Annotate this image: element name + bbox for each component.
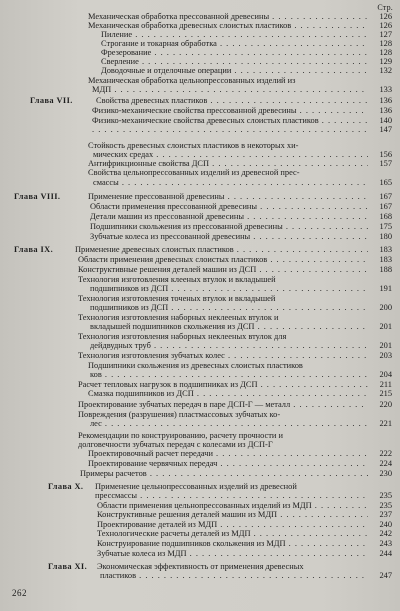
entry-page: 204 (379, 370, 392, 379)
entry-page: 230 (379, 469, 392, 478)
page-column-header: Стр. (377, 3, 393, 12)
entry-page: 133 (379, 85, 392, 94)
entry-page: 247 (379, 571, 392, 580)
entry-page: 165 (379, 178, 392, 187)
entry-title: Подшипники скольжения из прессованной древесины . . . (90, 222, 368, 231)
entry-title: Проектирование зубчатых передач в паре ДСП-Г — металл . . . (78, 400, 368, 409)
entry-title: Технология изготовления точеных втулок и вкладышей (78, 294, 276, 303)
entry-page: 201 (379, 322, 392, 331)
entry-page: 136 (379, 106, 392, 115)
entry-title: Проектирование червячных передач . . . (88, 459, 368, 468)
entry-page: 203 (379, 351, 392, 360)
entry-page: 222 (379, 449, 392, 458)
entry-title: Физико-механические свойства древесных слоистых пластиков . . . (92, 116, 368, 125)
entry-title: Технология изготовления наборных неклееных втулок и (78, 313, 279, 322)
entry-page: 180 (379, 232, 392, 241)
entry-title: Проектировочный расчет передачи . . . (88, 449, 368, 458)
entry-title: Проектирование деталей из МДП . . . (97, 520, 368, 529)
entry-page: 240 (379, 520, 392, 529)
entry-page: 168 (379, 212, 392, 221)
entry-page: 183 (379, 255, 392, 264)
entry-title: долговечности зубчатых передач с колесами из ДСП-Г (78, 440, 273, 449)
entry-title: Свойства древесных пластиков . . . (96, 96, 368, 105)
entry-title: Технологические расчеты деталей из МДП . . . (97, 529, 368, 538)
entry-title: подшипников из ДСП . . . (90, 284, 368, 293)
entry-title (92, 125, 368, 134)
entry-title: Области применения прессованной древесины . . . (90, 202, 368, 211)
entry-title: Расчет тепловых нагрузок в подшипниках из ДСП . . . (78, 380, 368, 389)
entry-page: 167 (379, 202, 392, 211)
entry-title: Смазка подшипников из ДСП . . . (88, 389, 368, 398)
entry-page: 244 (379, 549, 392, 558)
entry-page: 242 (379, 529, 392, 538)
chapter-label: Глава IX. (14, 245, 54, 254)
entry-title: мических средах . . . (93, 150, 368, 159)
entry-title: Конструирование подшипников скольжения из МДП . . . (97, 539, 368, 548)
entry-title: МДП . . . (92, 85, 368, 94)
entry-page: 129 (379, 57, 392, 66)
chapter-label: Глава VII. (30, 96, 73, 105)
entry-title: Физико-механические свойства прессованной древесины . . . (92, 106, 368, 115)
entry-page: 132 (379, 66, 392, 75)
entry-title: Свойства цельнопрессованных изделий из древесной прес- (88, 168, 300, 177)
entry-page: 200 (379, 303, 392, 312)
entry-title: Фрезерование . . . (101, 48, 368, 57)
entry-title: Конструктивные решения деталей машин из ДСП . . . (78, 265, 368, 274)
entry-page: 220 (379, 400, 392, 409)
entry-title: Зубчатые колеса из прессованной древесины . . . (90, 232, 368, 241)
entry-title: Области применения древесных слоистых пластиков . . . (78, 255, 368, 264)
entry-title: Применение цельнопрессованных изделий из древесной (95, 482, 297, 491)
entry-title: подшипников из ДСП . . . (90, 303, 368, 312)
entry-page: 136 (379, 96, 392, 105)
entry-title: Сверление . . . (101, 57, 368, 66)
entry-page: 175 (379, 222, 392, 231)
entry-title: Технология изготовления клееных втулок и вкладышей (78, 275, 276, 284)
entry-title: вкладышей подшипников скольжения из ДСП . . . (90, 322, 368, 331)
chapter-label: Глава XI. (48, 562, 88, 571)
entry-title: лес . . . (90, 419, 368, 428)
entry-page: 127 (379, 30, 392, 39)
entry-title: Пиление . . . (101, 30, 368, 39)
chapter-label: Глава X. (48, 482, 84, 491)
entry-title: Области применения цельнопрессованных изделий из МДП . . . (97, 501, 368, 510)
entry-title: Примеры расчетов . . . (80, 469, 368, 478)
entry-page: 167 (379, 192, 392, 201)
entry-page: 191 (379, 284, 392, 293)
entry-page: 156 (379, 150, 392, 159)
entry-page: 237 (379, 510, 392, 519)
entry-title: Экономическая эффективность от применения древесных (97, 562, 304, 571)
entry-page: 128 (379, 39, 392, 48)
entry-title: Конструктивные решения деталей машин из МДП . . . (97, 510, 368, 519)
entry-title: Рекомендации по конструированию, расчету прочности и (78, 431, 283, 440)
entry-title: Технология изготовления зубчатых колес . . . (78, 351, 368, 360)
entry-page: 183 (379, 245, 392, 254)
entry-page: 224 (379, 459, 392, 468)
entry-title: дейдвудных труб . . . (90, 341, 368, 350)
entry-page: 188 (379, 265, 392, 274)
entry-page: 147 (379, 125, 392, 134)
chapter-label: Глава VIII. (14, 192, 61, 201)
entry-page: 126 (379, 12, 392, 21)
entry-page: 157 (379, 159, 392, 168)
entry-title: Механическая обработка цельнопрессованных изделий из (88, 76, 296, 85)
entry-title: Повреждения (разрушения) пластмассовых зубчатых ко- (78, 410, 281, 419)
entry-title: ков . . . (90, 370, 368, 379)
entry-title: смассы . . . (93, 178, 368, 187)
entry-title: Применение прессованной древесины . . . (88, 192, 368, 201)
entry-title: прессмассы . . . (95, 491, 368, 500)
entry-title: Доводочные и отделочные операции . . . (101, 66, 368, 75)
entry-page: 211 (379, 380, 392, 389)
entry-title: Детали машин из прессованной древесины . . . (90, 212, 368, 221)
entry-title: Механическая обработка древесных слоистых пластиков . . . (88, 21, 368, 30)
entry-page: 215 (379, 389, 392, 398)
entry-page: 128 (379, 48, 392, 57)
page-number: 262 (12, 588, 27, 598)
entry-page: 243 (379, 539, 392, 548)
entry-title: Технология изготовления наборных неклееных втулок для (78, 332, 287, 341)
entry-page: 221 (379, 419, 392, 428)
entry-page: 201 (379, 341, 392, 350)
entry-title: пластиков . . . (100, 571, 368, 580)
entry-title: Антифрикционные свойства ДСП . . . (88, 159, 368, 168)
entry-title: Механическая обработка прессованной древесины . . . (88, 12, 368, 21)
entry-page: 126 (379, 21, 392, 30)
entry-title: Строгание и токарная обработка . . . (101, 39, 368, 48)
entry-page: 235 (379, 501, 392, 510)
entry-page: 235 (379, 491, 392, 500)
entry-title: Применение древесных слоистых пластиков . . . (75, 245, 368, 254)
entry-title: Подшипники скольжения из древесных слоистых пластиков (88, 361, 303, 370)
entry-page: 140 (379, 116, 392, 125)
entry-title: Зубчатые колеса из МДП . . . (97, 549, 368, 558)
entry-title: Стойкость древесных слоистых пластиков в некоторых хи- (88, 141, 299, 150)
